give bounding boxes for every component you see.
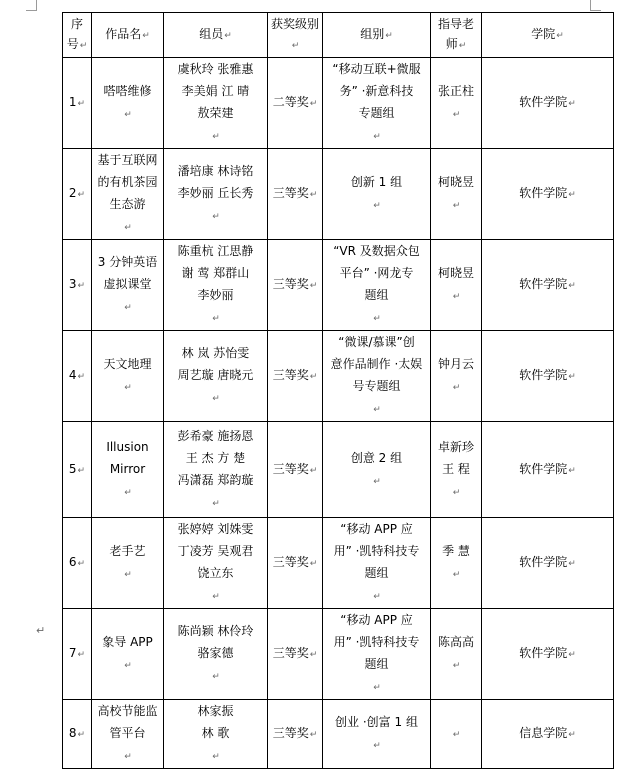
cell-college-text: 软件学院 bbox=[519, 555, 568, 569]
cell-end-mark: ↵ bbox=[452, 110, 461, 120]
cell-end-mark: ↵ bbox=[568, 730, 576, 740]
cell-no bbox=[63, 609, 92, 700]
table-row bbox=[63, 700, 614, 769]
cell-group-line: 意作品制作 ·太娱 bbox=[330, 357, 423, 371]
cell-end-mark: ↵ bbox=[309, 99, 318, 109]
cell-end-mark: ↵ bbox=[212, 592, 220, 602]
cell-group-line: 号专题组 bbox=[352, 379, 401, 393]
cell-group-line: 专题组 bbox=[358, 106, 395, 120]
cell-group-line: “移动 APP 应 bbox=[340, 522, 413, 536]
cell-end-mark: ↵ bbox=[452, 292, 461, 302]
header-group: 组别↵ bbox=[323, 13, 431, 58]
cell-award bbox=[268, 422, 323, 518]
cell-work bbox=[92, 422, 164, 518]
cell-group bbox=[323, 518, 431, 609]
cell-end-mark: ↵ bbox=[452, 201, 461, 211]
header-no: 序号↵ bbox=[63, 13, 92, 58]
cell-end-mark: ↵ bbox=[452, 661, 461, 671]
cell-end-mark: ↵ bbox=[373, 476, 381, 487]
cell-advisor-line: 张正柱 bbox=[437, 84, 474, 98]
cell-advisor-line: 王 程 bbox=[442, 461, 470, 476]
cell-college bbox=[482, 422, 614, 518]
cell-end-mark: ↵ bbox=[124, 223, 132, 233]
cell-award-text: 二等奖 bbox=[272, 95, 309, 109]
cell-award-text: 三等奖 bbox=[272, 461, 309, 476]
cell-no bbox=[63, 422, 92, 518]
cell-members bbox=[164, 58, 268, 149]
cell-group-line: 创意 2 组 bbox=[350, 450, 403, 465]
cell-members bbox=[164, 149, 268, 240]
cell-group-line: 题组 bbox=[364, 657, 389, 671]
cell-college bbox=[482, 149, 614, 240]
cell-end-mark: ↵ bbox=[452, 570, 461, 580]
cell-no-text: 5 bbox=[68, 461, 77, 476]
cell-members bbox=[164, 422, 268, 518]
cell-group-line: 题组 bbox=[364, 288, 389, 302]
cell-work-line: 老手艺 bbox=[109, 544, 146, 558]
cell-group bbox=[323, 240, 431, 331]
cell-end-mark: ↵ bbox=[77, 559, 86, 569]
cell-group bbox=[323, 58, 431, 149]
cell-college bbox=[482, 609, 614, 700]
table-header-row bbox=[63, 13, 614, 58]
cell-end-mark: ↵ bbox=[568, 465, 576, 476]
cell-end-mark: ↵ bbox=[124, 487, 132, 498]
cell-no-text: 8 bbox=[68, 726, 77, 740]
paragraph-mark: ↵ bbox=[36, 624, 46, 637]
cell-work bbox=[92, 149, 164, 240]
award-table bbox=[62, 12, 614, 769]
cell-members-line: 彭希豪 施扬恩 bbox=[177, 428, 254, 443]
cell-members-line: 虞秋玲 张雅惠 bbox=[177, 62, 254, 76]
cell-award-text: 三等奖 bbox=[272, 555, 309, 569]
cell-work-line: 的有机茶园 bbox=[97, 175, 158, 189]
cell-work bbox=[92, 518, 164, 609]
cell-no bbox=[63, 518, 92, 609]
cell-no bbox=[63, 331, 92, 422]
cell-college-text: 信息学院 bbox=[519, 726, 568, 740]
cell-end-mark: ↵ bbox=[568, 190, 576, 200]
cell-no bbox=[63, 58, 92, 149]
cell-end-mark: ↵ bbox=[212, 394, 220, 404]
cell-end-mark: ↵ bbox=[124, 752, 132, 762]
cell-end-mark: ↵ bbox=[212, 752, 220, 762]
cell-award bbox=[268, 58, 323, 149]
cell-award-text: 三等奖 bbox=[272, 646, 309, 660]
cell-members-line: 林 歌 bbox=[201, 726, 230, 740]
cell-advisor bbox=[431, 518, 482, 609]
cell-no bbox=[63, 149, 92, 240]
cell-group-line: 题组 bbox=[364, 566, 389, 580]
cell-members-line: 张婷婷 刘姝雯 bbox=[177, 522, 254, 536]
cell-work-line: 象导 APP bbox=[102, 635, 153, 649]
cell-end-mark: ↵ bbox=[309, 190, 318, 200]
cell-college bbox=[482, 240, 614, 331]
cell-no-text: 7 bbox=[68, 646, 77, 660]
cell-end-mark: ↵ bbox=[124, 661, 132, 671]
cell-end-mark: ↵ bbox=[373, 683, 381, 693]
cell-end-mark: ↵ bbox=[568, 559, 576, 569]
cell-award bbox=[268, 240, 323, 331]
cell-no bbox=[63, 700, 92, 769]
cell-end-mark: ↵ bbox=[373, 201, 381, 211]
cell-end-mark: ↵ bbox=[77, 465, 86, 476]
cell-members bbox=[164, 518, 268, 609]
cell-work-line: 3 分钟英语 bbox=[97, 255, 158, 269]
cell-members-line: 敖荣建 bbox=[197, 106, 234, 120]
table-row bbox=[63, 149, 614, 240]
cell-members-line: 陈重杭 江思静 bbox=[177, 244, 254, 258]
cell-advisor bbox=[431, 331, 482, 422]
cell-members-line: 林 岚 苏怡雯 bbox=[181, 346, 250, 360]
header-members: 组员↵ bbox=[164, 13, 268, 58]
page-corner-mark-top-left bbox=[26, 0, 37, 11]
cell-end-mark: ↵ bbox=[452, 383, 461, 393]
cell-end-mark: ↵ bbox=[309, 281, 318, 291]
cell-work-line: 嗒嗒维修 bbox=[103, 84, 152, 98]
cell-end-mark: ↵ bbox=[124, 383, 132, 393]
cell-members-line: 王 杰 方 楚 bbox=[185, 450, 246, 465]
cell-advisor-line: 陈高高 bbox=[437, 635, 474, 649]
cell-end-mark: ↵ bbox=[124, 110, 132, 120]
cell-advisor-line: 柯晓昱 bbox=[437, 175, 474, 189]
cell-work bbox=[92, 58, 164, 149]
cell-award-text: 三等奖 bbox=[272, 726, 309, 740]
header-work: 作品名↵ bbox=[92, 13, 164, 58]
cell-group bbox=[323, 422, 431, 518]
cell-award bbox=[268, 609, 323, 700]
cell-end-mark: ↵ bbox=[452, 730, 461, 740]
cell-award-text: 三等奖 bbox=[272, 186, 309, 200]
cell-members bbox=[164, 240, 268, 331]
cell-advisor-line: 季 慧 bbox=[442, 544, 470, 558]
cell-end-mark: ↵ bbox=[309, 465, 318, 476]
cell-group-line: 务” ·新意科技 bbox=[339, 84, 414, 98]
cell-members-line: 周艺璇 唐晓元 bbox=[177, 368, 254, 382]
cell-advisor bbox=[431, 422, 482, 518]
cell-end-mark: ↵ bbox=[212, 498, 220, 509]
cell-end-mark: ↵ bbox=[124, 570, 132, 580]
cell-work-line: Illusion bbox=[106, 439, 149, 454]
cell-end-mark: ↵ bbox=[373, 592, 381, 602]
cell-end-mark: ↵ bbox=[373, 741, 381, 751]
cell-advisor bbox=[431, 58, 482, 149]
cell-end-mark: ↵ bbox=[309, 372, 318, 382]
header-college: 学院↵ bbox=[482, 13, 614, 58]
cell-end-mark: ↵ bbox=[212, 314, 220, 324]
cell-award bbox=[268, 700, 323, 769]
cell-no-text: 3 bbox=[68, 277, 77, 291]
cell-group-line: “VR 及数据众包 bbox=[333, 244, 420, 258]
cell-end-mark: ↵ bbox=[77, 99, 86, 109]
cell-work-line: 天文地理 bbox=[103, 357, 152, 371]
cell-members-line: 潘培康 林诗铭 bbox=[177, 164, 254, 178]
cell-end-mark: ↵ bbox=[212, 672, 220, 682]
cell-award bbox=[268, 149, 323, 240]
cell-group bbox=[323, 149, 431, 240]
cell-no-text: 2 bbox=[68, 186, 77, 200]
table-row bbox=[63, 240, 614, 331]
cell-end-mark: ↵ bbox=[373, 132, 381, 142]
cell-group bbox=[323, 331, 431, 422]
cell-advisor bbox=[431, 609, 482, 700]
cell-group-line: “微课/慕课”创 bbox=[338, 335, 415, 349]
table-row bbox=[63, 331, 614, 422]
cell-college bbox=[482, 518, 614, 609]
cell-end-mark: ↵ bbox=[373, 405, 381, 415]
cell-end-mark: ↵ bbox=[77, 372, 86, 382]
cell-end-mark: ↵ bbox=[309, 730, 318, 740]
cell-group-line: 创新 1 组 bbox=[350, 175, 403, 189]
cell-end-mark: ↵ bbox=[568, 372, 576, 382]
table-body bbox=[63, 58, 614, 769]
cell-college bbox=[482, 331, 614, 422]
cell-work bbox=[92, 240, 164, 331]
cell-work bbox=[92, 700, 164, 769]
cell-work bbox=[92, 609, 164, 700]
page-corner-mark-top-right bbox=[590, 0, 601, 11]
cell-end-mark: ↵ bbox=[568, 650, 576, 660]
cell-group-line: 创业 ·创富 1 组 bbox=[335, 715, 418, 729]
cell-group-line: 用” ·凯特科技专 bbox=[333, 544, 420, 558]
cell-end-mark: ↵ bbox=[77, 190, 86, 200]
cell-group-line: 平台” ·网龙专 bbox=[339, 266, 414, 280]
cell-work-line: 管平台 bbox=[109, 726, 146, 740]
cell-work-line: Mirror bbox=[109, 461, 146, 476]
cell-no-text: 6 bbox=[68, 555, 77, 569]
cell-members-line: 丁凌芳 吴观君 bbox=[177, 544, 254, 558]
cell-college-text: 软件学院 bbox=[519, 95, 568, 109]
cell-members-line: 李妙丽 bbox=[197, 288, 234, 302]
table-row bbox=[63, 422, 614, 518]
cell-college-text: 软件学院 bbox=[519, 646, 568, 660]
cell-work bbox=[92, 331, 164, 422]
cell-college-text: 软件学院 bbox=[519, 461, 568, 476]
cell-members-line: 陈尚颖 林伶玲 bbox=[177, 624, 254, 638]
cell-members bbox=[164, 331, 268, 422]
cell-end-mark: ↵ bbox=[568, 281, 576, 291]
cell-college-text: 软件学院 bbox=[519, 186, 568, 200]
header-advisor: 指导老师↵ bbox=[431, 13, 482, 58]
cell-members bbox=[164, 700, 268, 769]
cell-advisor bbox=[431, 700, 482, 769]
cell-advisor bbox=[431, 149, 482, 240]
cell-end-mark: ↵ bbox=[77, 281, 86, 291]
cell-end-mark: ↵ bbox=[452, 487, 461, 498]
cell-college bbox=[482, 700, 614, 769]
cell-group-line: “移动互联+微服 bbox=[332, 62, 421, 76]
cell-no-text: 4 bbox=[68, 368, 77, 382]
cell-members-line: 李美娟 江 晴 bbox=[181, 84, 250, 98]
cell-advisor-line: 柯晓昱 bbox=[437, 266, 474, 280]
header-award: 获奖级别↵ bbox=[268, 13, 323, 58]
cell-group bbox=[323, 700, 431, 769]
cell-end-mark: ↵ bbox=[373, 314, 381, 324]
table-row bbox=[63, 58, 614, 149]
cell-work-line: 基于互联网 bbox=[97, 153, 158, 167]
cell-end-mark: ↵ bbox=[77, 730, 86, 740]
table-row bbox=[63, 518, 614, 609]
cell-members-line: 骆家德 bbox=[197, 646, 234, 660]
cell-advisor-line: 钟月云 bbox=[437, 357, 474, 371]
cell-end-mark: ↵ bbox=[77, 650, 86, 660]
cell-group-line: “移动 APP 应 bbox=[340, 613, 413, 627]
cell-members-line: 冯潇磊 郑韵璇 bbox=[177, 472, 254, 487]
cell-members-line: 林家振 bbox=[197, 704, 234, 718]
cell-members-line: 谢 莺 郑群山 bbox=[181, 266, 250, 280]
cell-work-line: 高校节能监 bbox=[97, 704, 158, 718]
cell-no bbox=[63, 240, 92, 331]
cell-end-mark: ↵ bbox=[212, 212, 220, 222]
cell-work-line: 虚拟课堂 bbox=[103, 277, 152, 291]
cell-end-mark: ↵ bbox=[309, 650, 318, 660]
cell-end-mark: ↵ bbox=[568, 99, 576, 109]
cell-end-mark: ↵ bbox=[124, 303, 132, 313]
cell-members bbox=[164, 609, 268, 700]
cell-members-line: 李妙丽 丘长秀 bbox=[177, 186, 254, 200]
cell-advisor bbox=[431, 240, 482, 331]
cell-advisor-line: 卓新珍 bbox=[437, 439, 474, 454]
cell-award bbox=[268, 331, 323, 422]
cell-award-text: 三等奖 bbox=[272, 368, 309, 382]
cell-end-mark: ↵ bbox=[212, 132, 220, 142]
cell-college-text: 软件学院 bbox=[519, 277, 568, 291]
cell-group-line: 用” ·凯特科技专 bbox=[333, 635, 420, 649]
cell-award bbox=[268, 518, 323, 609]
cell-members-line: 饶立东 bbox=[197, 566, 234, 580]
cell-group bbox=[323, 609, 431, 700]
cell-college bbox=[482, 58, 614, 149]
table-row bbox=[63, 609, 614, 700]
cell-college-text: 软件学院 bbox=[519, 368, 568, 382]
cell-no-text: 1 bbox=[68, 95, 77, 109]
cell-end-mark: ↵ bbox=[309, 559, 318, 569]
cell-work-line: 生态游 bbox=[109, 197, 146, 211]
cell-award-text: 三等奖 bbox=[272, 277, 309, 291]
